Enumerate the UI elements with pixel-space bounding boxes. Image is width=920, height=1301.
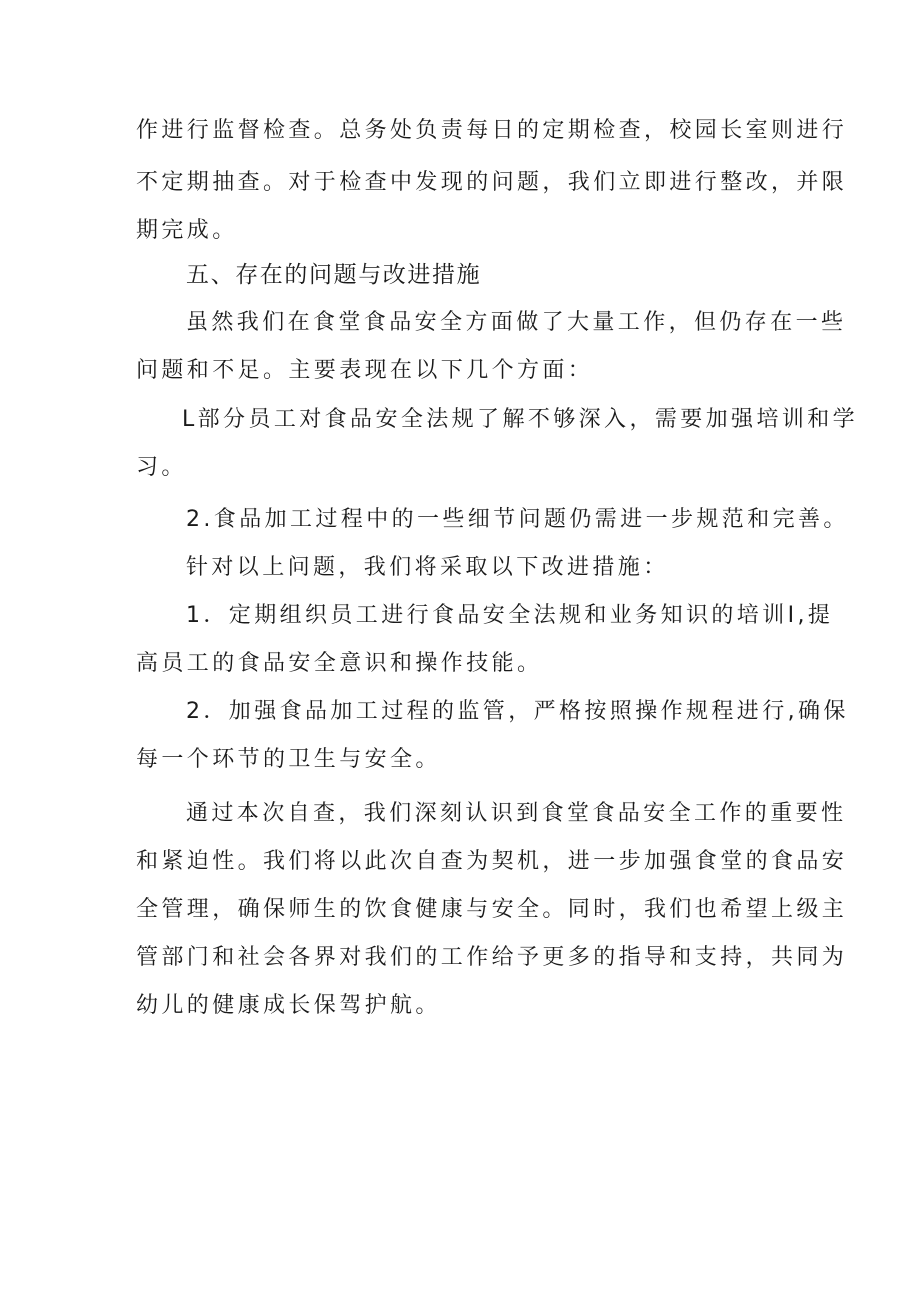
paragraph-line: 问题和不足。主要表现在以下几个方面： [136,358,594,383]
paragraph-line: 和紧迫性。我们将以此次自查为契机，进一步加强食堂的食品安 [136,849,848,874]
list-item-line: 习。 [136,455,187,480]
paragraph-line: 幼儿的健康成长保驾护航。 [136,993,441,1018]
paragraph-line: 虽然我们在食堂食品安全方面做了大量工作，但仍存在一些 [186,310,847,335]
section-heading: 五、存在的问题与改进措施 [186,262,482,288]
paragraph-line: 管部门和社会各界对我们的工作给予更多的指导和支持，共同为 [136,945,848,970]
list-item-line: L部分员工对食品安全法规了解不够深入，需要加强培训和学 [182,407,859,432]
list-item-line: 2.食品加工过程中的一些细节问题仍需进一步规范和完善。 [186,507,849,532]
paragraph-line: 针对以上问题，我们将采取以下改进措施： [186,555,669,580]
paragraph-line: 期完成。 [136,218,238,243]
list-item-line: 1．定期组织员工进行食品安全法规和业务知识的培训I,提 [186,603,834,628]
paragraph-line: 作进行监督检查。总务处负责每日的定期检查，校园长室则进行 [136,118,848,143]
list-item-line: 高员工的食品安全意识和操作技能。 [136,651,543,676]
paragraph-line: 通过本次自查，我们深刻认识到食堂食品安全工作的重要性 [186,801,847,826]
list-item-line: 2．加强食品加工过程的监管，严格按照操作规程进行,确保 [186,699,849,724]
paragraph-line: 不定期抽查。对于检查中发现的问题，我们立即进行整改，并限 [136,170,848,195]
list-item-line: 每一个环节的卫生与安全。 [136,747,441,772]
paragraph-line: 全管理，确保师生的饮食健康与安全。同时，我们也希望上级主 [136,897,848,922]
